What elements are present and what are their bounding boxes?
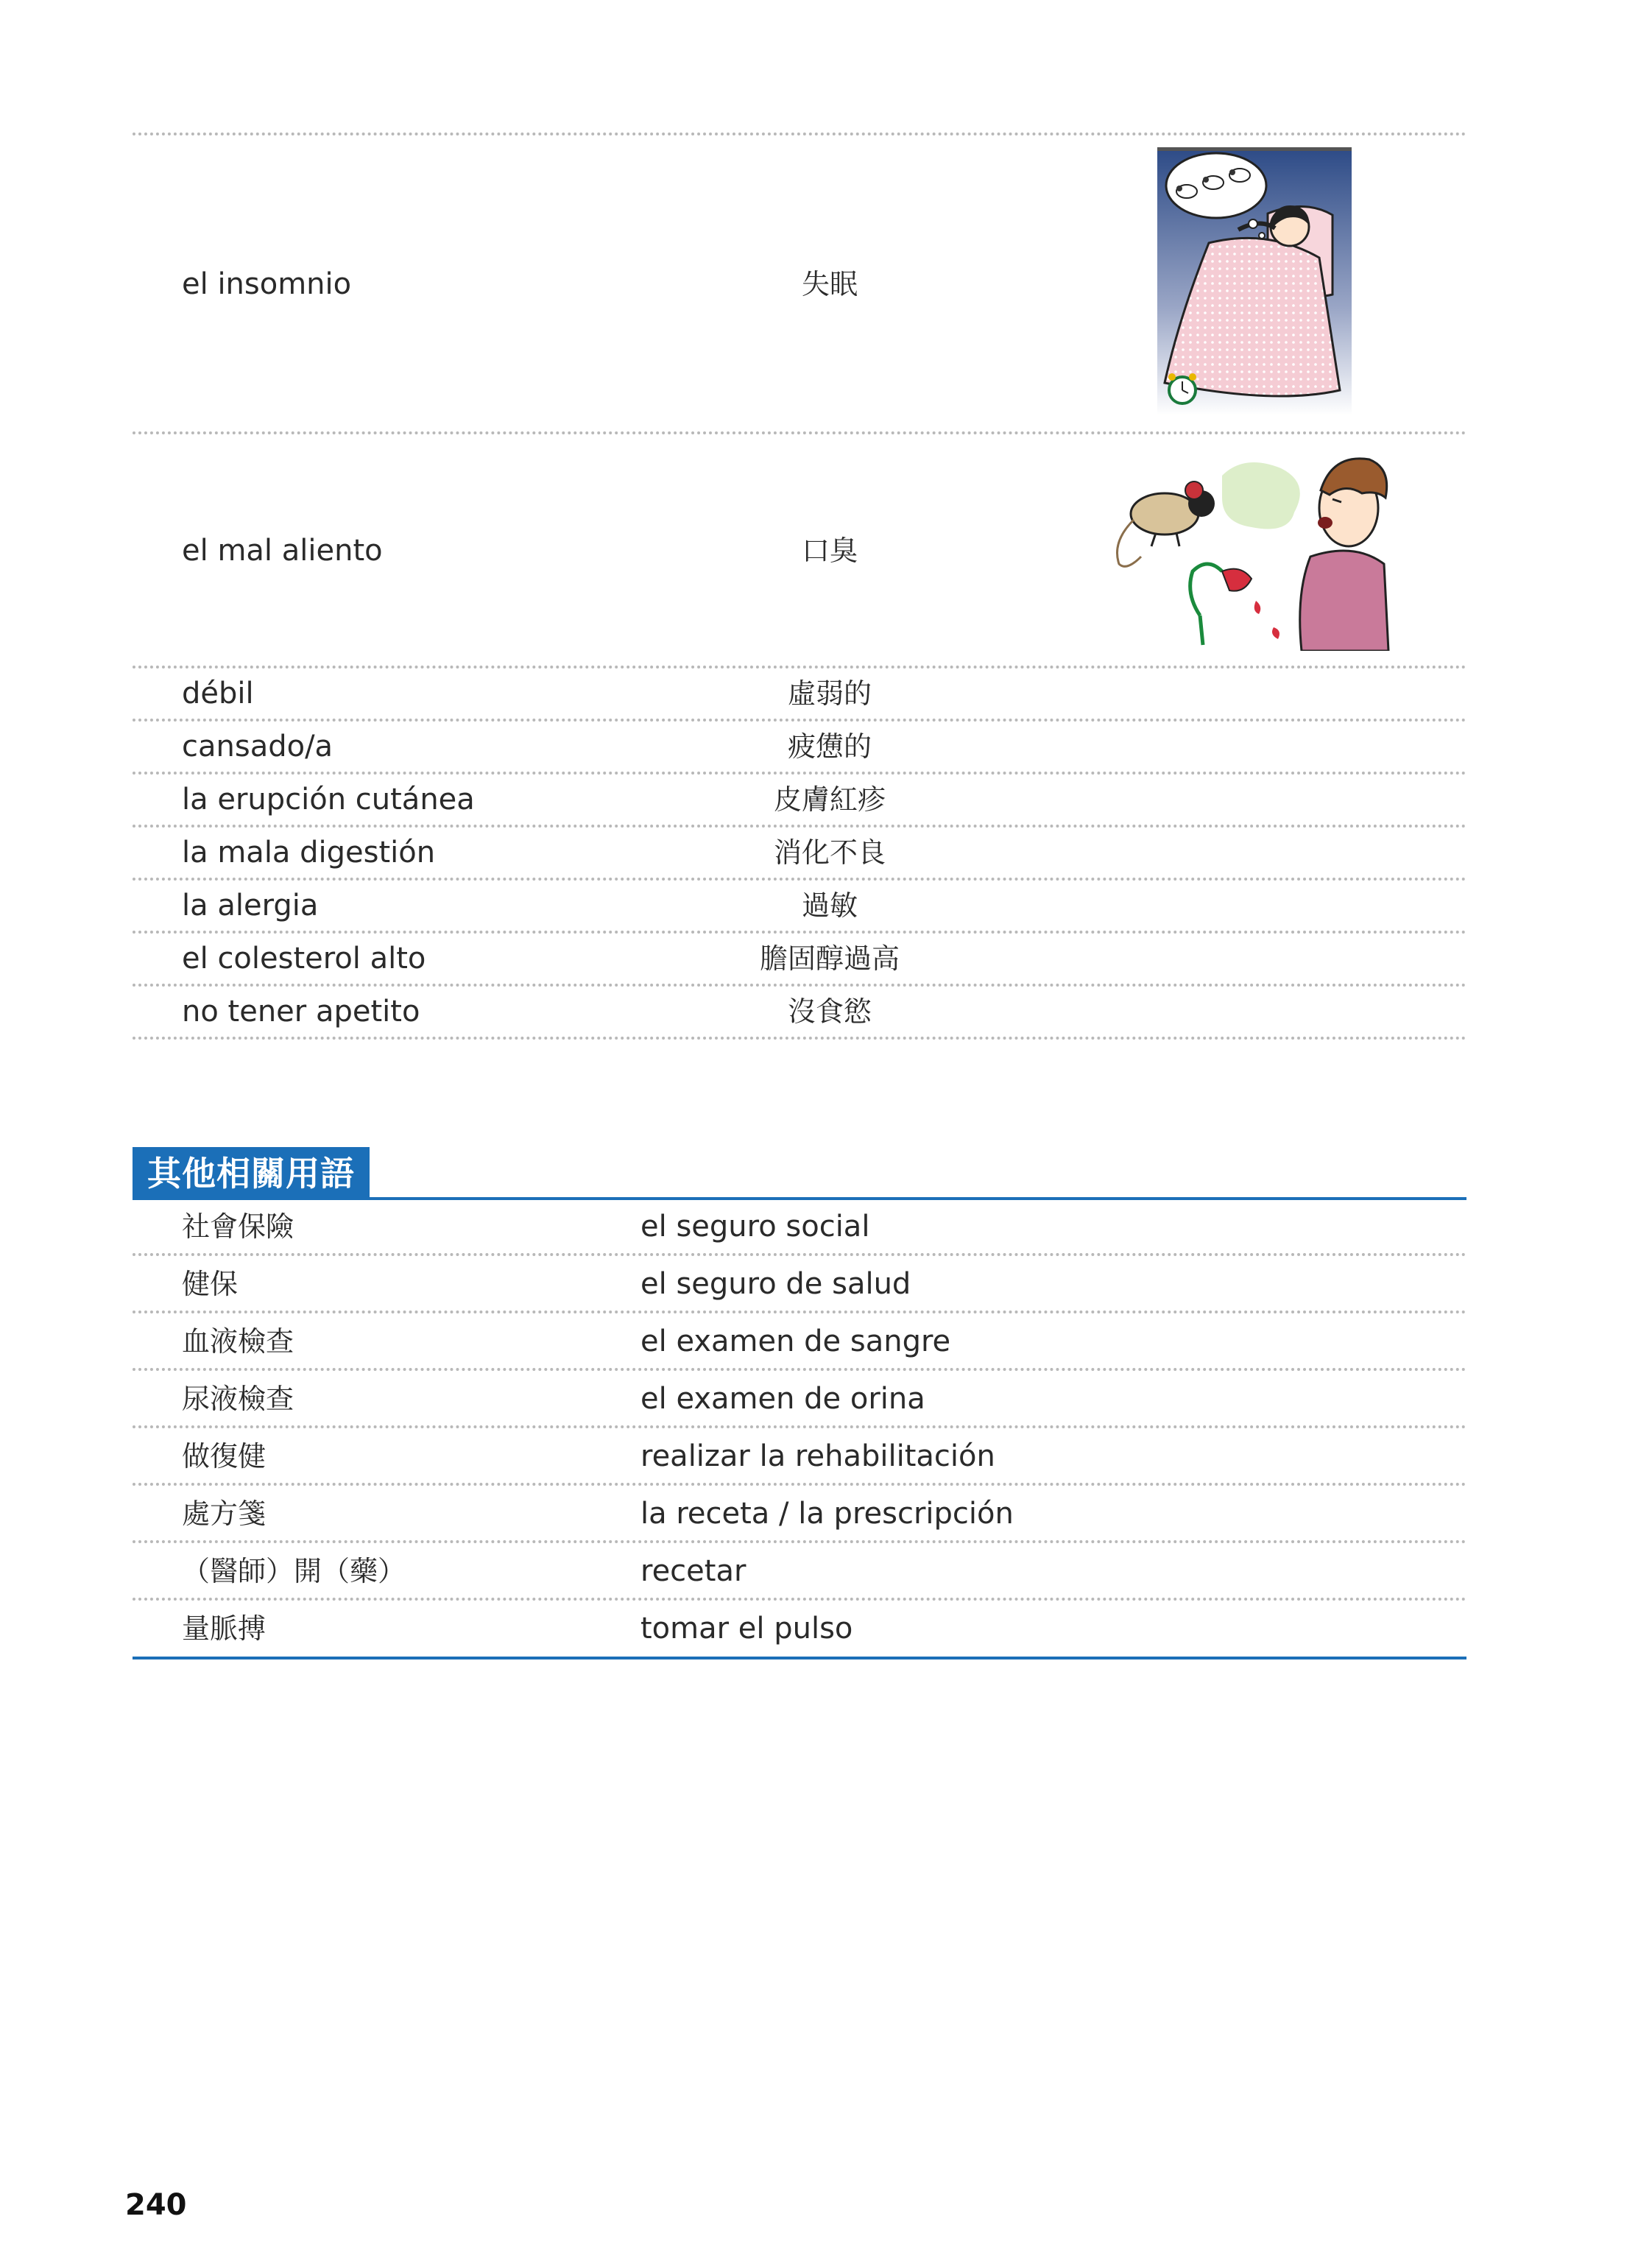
spanish-term: la receta / la prescripción <box>640 1497 1014 1531</box>
insomnia-illustration <box>1157 147 1352 415</box>
chinese-term: 疲憊的 <box>787 730 872 763</box>
divider <box>133 878 1466 881</box>
divider <box>133 1598 1466 1601</box>
chinese-term: 失眠 <box>801 268 858 300</box>
divider <box>133 1425 1466 1428</box>
chinese-term: 消化不良 <box>773 836 886 869</box>
chinese-term: 量脈搏 <box>182 1612 266 1645</box>
divider <box>133 1311 1466 1313</box>
spanish-term: cansado/a <box>182 730 333 763</box>
chinese-term: 健保 <box>182 1268 239 1300</box>
spanish-term: no tener apetito <box>182 995 420 1029</box>
divider <box>133 1037 1466 1040</box>
page-number: 240 <box>125 2188 187 2222</box>
spanish-term: el examen de sangre <box>640 1324 951 1358</box>
chinese-term: 社會保險 <box>182 1210 294 1243</box>
divider <box>133 133 1466 135</box>
spanish-term: el mal aliento <box>182 534 383 568</box>
section-heading: 其他相關用語 <box>133 1147 370 1200</box>
chinese-term: 膽固醇過高 <box>759 942 900 975</box>
spanish-term: el seguro de salud <box>640 1267 911 1301</box>
chinese-term: 沒食慾 <box>787 995 872 1028</box>
divider <box>133 984 1466 987</box>
chinese-term: 處方箋 <box>182 1498 266 1530</box>
divider <box>133 825 1466 828</box>
divider <box>133 931 1466 934</box>
spanish-term: la mala digestión <box>182 836 436 870</box>
spanish-term: recetar <box>640 1554 746 1588</box>
chinese-term: 過敏 <box>801 889 858 922</box>
divider <box>133 1368 1466 1371</box>
chinese-term: 尿液檢查 <box>182 1383 294 1415</box>
spanish-term: el seguro social <box>640 1210 870 1244</box>
bad-breath-illustration <box>1112 446 1397 651</box>
divider <box>133 1253 1466 1256</box>
divider <box>133 1483 1466 1486</box>
divider <box>133 666 1466 669</box>
section-rule <box>133 1197 1466 1200</box>
chinese-term: 口臭 <box>801 535 858 567</box>
spanish-term: el insomnio <box>182 267 352 301</box>
spanish-term: la erupción cutánea <box>182 783 475 816</box>
divider <box>133 772 1466 775</box>
spanish-term: débil <box>182 677 254 710</box>
spanish-term: la alergia <box>182 889 319 923</box>
spanish-term: el colesterol alto <box>182 942 426 976</box>
section-rule <box>133 1657 1466 1659</box>
spanish-term: tomar el pulso <box>640 1612 853 1646</box>
chinese-term: （醫師）開（藥） <box>182 1555 406 1587</box>
chinese-term: 皮膚紅疹 <box>773 783 886 816</box>
divider <box>133 1540 1466 1543</box>
spanish-term: el examen de orina <box>640 1382 925 1416</box>
divider <box>133 719 1466 722</box>
spanish-term: realizar la rehabilitación <box>640 1439 995 1473</box>
divider <box>133 431 1466 434</box>
chinese-term: 血液檢查 <box>182 1325 294 1358</box>
chinese-term: 做復健 <box>182 1440 266 1472</box>
chinese-term: 虛弱的 <box>787 677 872 710</box>
